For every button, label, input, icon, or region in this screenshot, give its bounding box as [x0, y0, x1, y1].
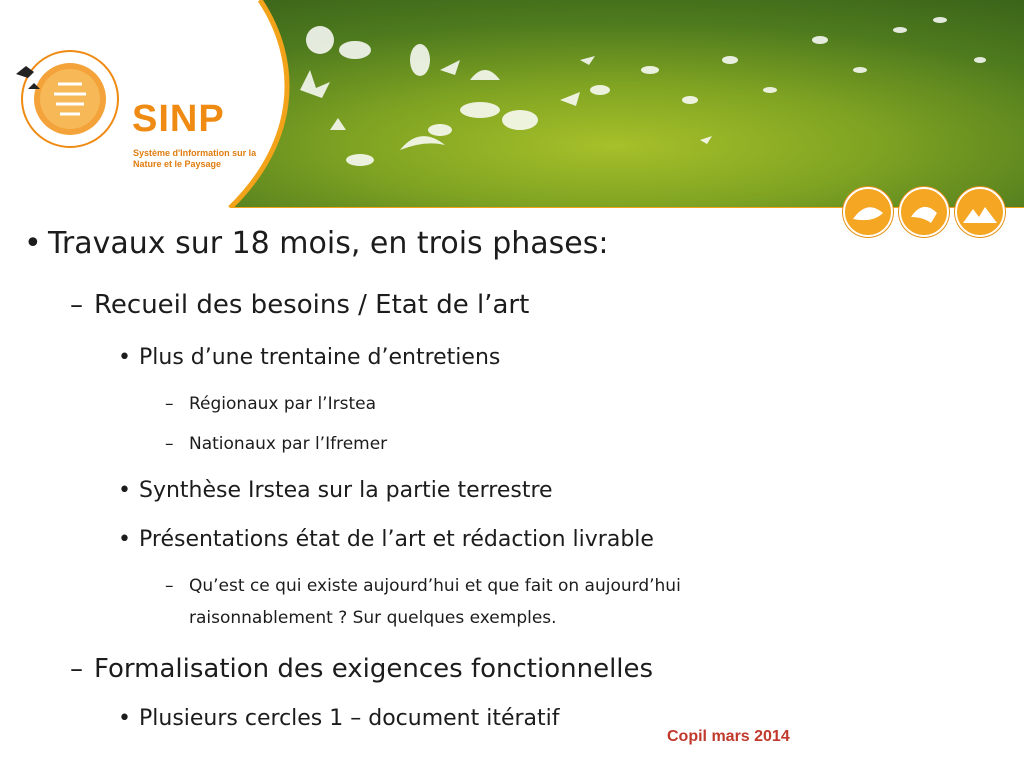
dash-marker: – — [70, 654, 83, 684]
bullet-level3: Présentations état de l’art et rédaction livrable — [139, 527, 654, 552]
dash-marker: – — [165, 576, 174, 596]
bullet-marker: • — [118, 706, 131, 731]
bullet-level3: Plusieurs cercles 1 – document itératif — [139, 706, 560, 731]
bullet-marker: • — [118, 345, 131, 370]
bullet-level2: Recueil des besoins / Etat de l’art — [94, 290, 530, 320]
bullet-level4-continued: raisonnablement ? Sur quelques exemples. — [189, 608, 557, 628]
bullet-level3: Plus d’une trentaine d’entretiens — [139, 345, 501, 370]
bullet-level1: Travaux sur 18 mois, en trois phases: — [48, 226, 609, 261]
bullet-level4: Qu’est ce qui existe aujourd’hui et que fait on aujourd’hui — [189, 576, 681, 596]
bullet-marker: • — [118, 478, 131, 503]
logo-subtitle: Système d'Information sur la Nature et le Paysage — [133, 148, 257, 169]
bullet-level3: Synthèse Irstea sur la partie terrestre — [139, 478, 553, 503]
bullet-marker: • — [24, 226, 42, 261]
bullet-level4: Nationaux par l’Ifremer — [189, 434, 388, 454]
footer-label: Copil mars 2014 — [667, 728, 790, 745]
dash-marker: – — [70, 290, 83, 320]
bullet-marker: • — [118, 527, 131, 552]
logo-title: SINP — [132, 98, 225, 140]
dash-marker: – — [165, 394, 174, 414]
dash-marker: – — [165, 434, 174, 454]
bullet-level4: Régionaux par l’Irstea — [189, 394, 376, 414]
bullet-level2: Formalisation des exigences fonctionnelles — [94, 654, 654, 684]
